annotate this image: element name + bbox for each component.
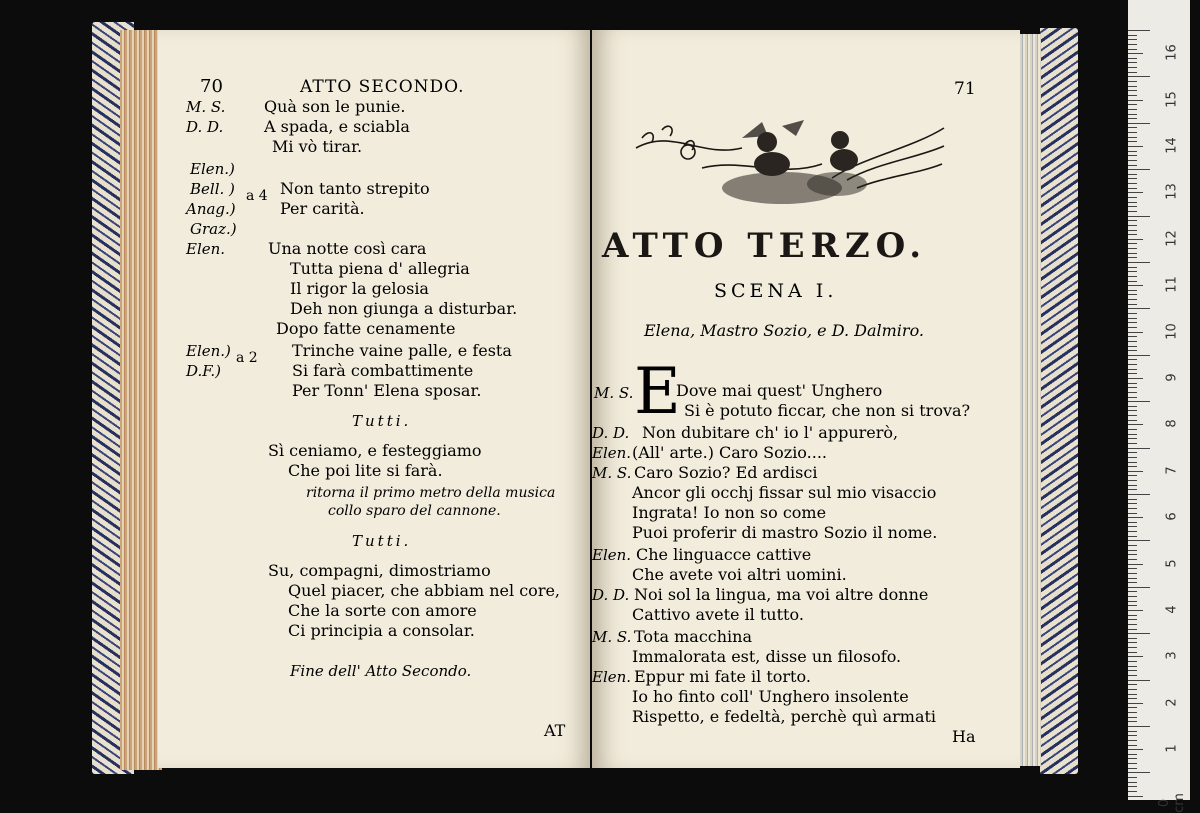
speaker: Bell. ) [190,180,235,198]
ruler-tick [1128,587,1150,588]
stage-direction: collo sparo del cannone. [328,503,501,519]
ruler-number: 9 [1164,373,1180,382]
ruler-tick [1128,76,1150,77]
ruler-tick [1128,383,1137,384]
ruler-tick [1128,703,1143,704]
verse-line: Ci principia a consolar. [288,621,475,640]
ruler-tick [1128,341,1137,342]
ruler-tick [1128,791,1137,792]
ruler-tick [1128,30,1150,31]
ruler-tick [1128,726,1150,727]
verse-line: Ancor gli occhj fissar sul mio visaccio [632,483,937,502]
ruler-tick [1128,434,1137,435]
ruler-tick [1128,253,1137,254]
ruler-tick [1128,457,1137,458]
verse-line: Puoi proferir di mastro Sozio il nome. [632,523,938,542]
ruler-tick [1128,698,1137,699]
ruler-tick [1128,216,1150,217]
ruler-tick [1128,758,1137,759]
ruler-number: 10 [1164,322,1180,340]
ruler-tick [1128,624,1137,625]
ruler-tick [1128,401,1150,402]
verse-line: Che avete voi altri uomini. [632,565,847,584]
ruler-tick [1128,230,1137,231]
verse-line: Cattivo avete il tutto. [632,605,804,624]
ruler-tick [1128,410,1137,411]
ruler-tick [1128,313,1137,314]
ruler-tick [1128,638,1137,639]
ruler-tick [1128,155,1137,156]
ruler-tick [1128,137,1137,138]
page-number-right: 71 [954,79,976,99]
ruler-tick [1128,415,1137,416]
ruler-tick [1128,378,1143,379]
ruler-tick [1128,615,1137,616]
tutti-heading: Tutti. [352,532,412,550]
verse-line: Su, compagni, dimostriamo [268,561,491,580]
verse-line: Non tanto strepito [280,179,430,198]
ruler-number: 0 cm [1157,792,1187,813]
ruler-tick [1128,499,1137,500]
ruler-tick [1128,169,1150,170]
marbled-cover-right [1040,28,1078,774]
speaker: M. S. [592,464,632,482]
ruler-tick [1128,109,1137,110]
verse-line: Ingrata! Io non so come [632,503,827,522]
ruler-tick [1128,355,1150,356]
scene-title: SCENA I. [714,280,838,302]
ruler-tick [1128,243,1137,244]
ruler-tick [1128,564,1143,565]
verse-line: Si farà combattimente [292,361,474,380]
ruler-tick [1128,123,1150,124]
stage-direction: ritorna il primo metro della musica [306,485,556,501]
ruler-tick [1128,559,1137,560]
ruler-tick [1128,322,1137,323]
ruler-tick [1128,62,1137,63]
ruler-tick [1128,717,1137,718]
ruler-tick [1128,248,1137,249]
catchword-left: AT [544,721,566,740]
ruler-tick [1128,53,1143,54]
ruler-number: 7 [1164,466,1180,475]
ruler-tick [1128,118,1137,119]
ruler-tick [1128,294,1137,295]
drop-cap: E [634,355,681,429]
ruler-tick [1128,114,1137,115]
ruler-tick [1128,192,1143,193]
ruler-tick [1128,387,1137,388]
ruler-tick [1128,49,1137,50]
ruler-tick [1128,146,1143,147]
ruler-tick [1128,629,1137,630]
verse-line: Una notte così cara [268,239,427,258]
ruler-tick [1128,522,1137,523]
ruler-tick [1128,721,1137,722]
ruler-tick [1128,132,1137,133]
ruler-tick [1128,591,1137,592]
ruler-tick [1128,257,1137,258]
ruler-tick [1128,183,1137,184]
ruler-tick [1128,202,1137,203]
ruler-tick [1128,605,1137,606]
ruler-tick [1128,763,1137,764]
speaker: Elen.) [190,160,235,178]
ruler-tick [1128,346,1137,347]
ruler-tick [1128,39,1137,40]
verse-line: Il rigor la gelosia [290,279,429,298]
ruler-tick [1128,666,1137,667]
ruler-tick [1128,466,1137,467]
verse-line: Rispetto, e fedeltà, perchè quì armati [632,707,937,726]
ruler-tick [1128,438,1137,439]
ruler-tick [1128,513,1137,514]
ruler-number: 6 [1164,512,1180,521]
ruler-tick [1128,318,1137,319]
speaker: D.F.) [186,362,221,380]
ruler-tick [1128,206,1137,207]
ruler-tick [1128,782,1137,783]
ruler-number: 15 [1164,90,1180,108]
speaker: Anag.) [186,200,236,218]
ruler-tick [1128,234,1137,235]
page-edges-left [120,30,162,770]
ruler-tick [1128,578,1137,579]
ruler-tick [1128,281,1137,282]
ruler-tick [1128,545,1137,546]
verse-line: Mi vò tirar. [272,137,363,156]
ruler-tick [1128,471,1143,472]
ruler-number: 16 [1164,44,1180,61]
ruler-tick [1128,531,1137,532]
ruler-tick [1128,350,1137,351]
ruler-tick [1128,220,1137,221]
ruler-tick [1128,582,1137,583]
ruler-tick [1128,536,1137,537]
ruler-tick [1128,480,1137,481]
ruler-tick [1128,745,1137,746]
ruler-number: 3 [1164,651,1180,661]
ruler-number: 12 [1164,230,1180,247]
ruler-tick [1128,406,1137,407]
catchword-right: Ha [952,727,976,746]
ensemble-marker: a 4 [246,188,268,204]
ruler-tick [1128,475,1137,476]
ruler-tick [1128,796,1143,797]
ruler-tick [1128,424,1143,425]
ruler-tick [1128,100,1143,101]
speaker: D. D. [592,424,630,442]
ruler-tick [1128,95,1137,96]
speaker: Elen. [592,546,632,564]
ruler-number: 1 [1164,744,1180,753]
ruler-tick [1128,707,1137,708]
ruler-number: 8 [1164,419,1180,429]
ruler-tick [1128,373,1137,374]
speaker: D. D. [592,586,630,604]
ruler-tick [1128,429,1137,430]
speaker: M. S. [186,98,226,116]
ruler-tick [1128,489,1137,490]
verse-line: Dopo fatte cenamente [276,319,456,338]
ruler-tick [1128,127,1137,128]
ruler-tick [1128,304,1137,305]
ruler-tick [1128,276,1137,277]
verse-line: Quel piacer, che abbiam nel core, [288,581,561,600]
verse-line: Eppur mi fate il torto. [634,667,811,686]
speaker: Elen. [592,668,632,686]
ruler-tick [1128,299,1137,300]
ruler-tick [1128,197,1137,198]
ruler-tick [1128,104,1137,105]
ruler-tick [1128,494,1150,495]
verse-line: Che linguacce cattive [636,545,812,564]
ruler-tick [1128,508,1137,509]
ruler-tick [1128,308,1150,309]
ruler-tick [1128,772,1150,773]
ruler-tick [1128,86,1137,87]
verse-line: Sì ceniamo, e festeggiamo [268,441,482,460]
ruler-tick [1128,178,1137,179]
ruler-tick [1128,225,1137,226]
verse-line: Trinche vaine palle, e festa [292,341,512,360]
page-number-left: 70 [200,76,223,97]
ruler-number: 13 [1164,183,1180,201]
ruler-tick [1128,369,1137,370]
speaker: D. D. [186,118,224,136]
ruler-tick [1128,642,1137,643]
ruler-tick [1128,462,1137,463]
ruler-tick [1128,443,1137,444]
ruler-number: 2 [1164,698,1180,707]
ruler-tick [1128,160,1137,161]
ruler-tick [1128,211,1137,212]
ruler-tick [1128,517,1143,518]
ruler-tick [1128,749,1143,750]
ruler-tick [1128,601,1137,602]
tutti-heading: Tutti. [352,412,412,430]
ruler-tick [1128,684,1137,685]
verse-line: Si è potuto ficcar, che non si trova? [684,401,971,420]
cherub-ornament [632,118,950,212]
verse-line: A spada, e sciabla [264,117,410,136]
ruler-number: 11 [1164,276,1180,293]
ruler-tick [1128,689,1137,690]
ruler-tick [1128,550,1137,551]
speaker: M. S. [594,384,634,402]
ruler-tick [1128,151,1137,152]
verse-line: Immalorata est, disse un filosofo. [632,647,902,666]
ruler-tick [1128,540,1150,541]
ruler-tick [1128,731,1137,732]
verse-line: Non dubitare ch' io l' appurerò, [642,423,899,442]
ruler-tick [1128,392,1137,393]
ensemble-marker: a 2 [236,350,258,366]
verse-line: Per Tonn' Elena sposar. [292,381,482,400]
ruler-tick [1128,262,1150,263]
ruler-tick [1128,67,1137,68]
ruler-tick [1128,165,1137,166]
ruler-tick [1128,768,1137,769]
verse-line: (All' arte.) Caro Sozio.... [632,443,827,462]
ruler-tick [1128,735,1137,736]
ruler-tick [1128,656,1143,657]
end-of-act: Fine dell' Atto Secondo. [290,662,472,680]
speaker: Graz.) [190,220,237,238]
ruler-tick [1128,239,1143,240]
ruler-tick [1128,44,1137,45]
ruler-tick [1128,754,1137,755]
verse-line: Che poi lite si farà. [288,461,443,480]
ruler-tick [1128,661,1137,662]
ruler-tick [1128,285,1143,286]
ruler-tick [1128,503,1137,504]
ruler-tick [1128,596,1137,597]
ruler-tick [1128,694,1137,695]
ruler-tick [1128,141,1137,142]
ruler-tick [1128,554,1137,555]
ruler-tick [1128,271,1137,272]
ruler-tick [1128,610,1143,611]
verse-line: Dove mai quest' Unghero [676,381,883,400]
ruler-tick [1128,675,1137,676]
ruler-tick [1128,90,1137,91]
ruler-number: 4 [1164,605,1180,614]
ruler-tick [1128,573,1137,574]
verse-line: Noi sol la lingua, ma voi altre donne [634,585,929,604]
ruler-number: 14 [1164,137,1180,154]
ruler-number: 5 [1164,558,1180,568]
speaker: Elen.) [186,342,231,360]
ruler-tick [1128,81,1137,82]
ruler-tick [1128,485,1137,486]
ruler-tick [1128,327,1137,328]
verse-line: Deh non giunga a disturbar. [290,299,518,318]
verse-line: Per carità. [280,199,365,218]
ruler-tick [1128,652,1137,653]
ruler-tick [1128,58,1137,59]
ruler-tick [1128,619,1137,620]
ruler-tick [1128,188,1137,189]
ruler-tick [1128,680,1150,681]
ruler-tick [1128,647,1137,648]
ruler-tick [1128,452,1137,453]
ruler-tick [1128,332,1143,333]
speaker: M. S. [592,628,632,646]
ruler-tick [1128,670,1137,671]
ruler-tick [1128,420,1137,421]
ruler-tick [1128,336,1137,337]
ruler-tick [1128,526,1137,527]
verse-line: Che la sorte con amore [288,601,477,620]
running-head: ATTO SECONDO. [300,77,465,97]
speaker: Elen. [186,240,226,258]
verse-line: Tutta piena d' allegria [290,259,470,278]
ruler-tick [1128,777,1137,778]
speaker: Elen. [592,444,632,462]
measuring-ruler [1128,0,1190,813]
ruler-tick [1128,359,1137,360]
ruler-tick [1128,633,1150,634]
ruler-tick [1128,72,1137,73]
ruler-tick [1128,740,1137,741]
ruler-tick [1128,448,1150,449]
ruler-tick [1128,712,1137,713]
ruler-tick [1128,174,1137,175]
ruler-tick [1128,267,1137,268]
verse-line: Caro Sozio? Ed ardisci [634,463,818,482]
verse-line: Tota macchina [634,627,753,646]
characters-list: Elena, Mastro Sozio, e D. Dalmiro. [644,321,924,340]
verse-line: Io ho finto coll' Unghero insolente [632,687,909,706]
ruler-tick [1128,364,1137,365]
ruler-tick [1128,35,1137,36]
ruler-tick [1128,786,1137,787]
act-title: ATTO TERZO. [602,226,928,266]
ruler-tick [1128,397,1137,398]
ruler-tick [1128,568,1137,569]
ruler-tick [1128,290,1137,291]
verse-line: Quà son le punie. [264,97,406,116]
